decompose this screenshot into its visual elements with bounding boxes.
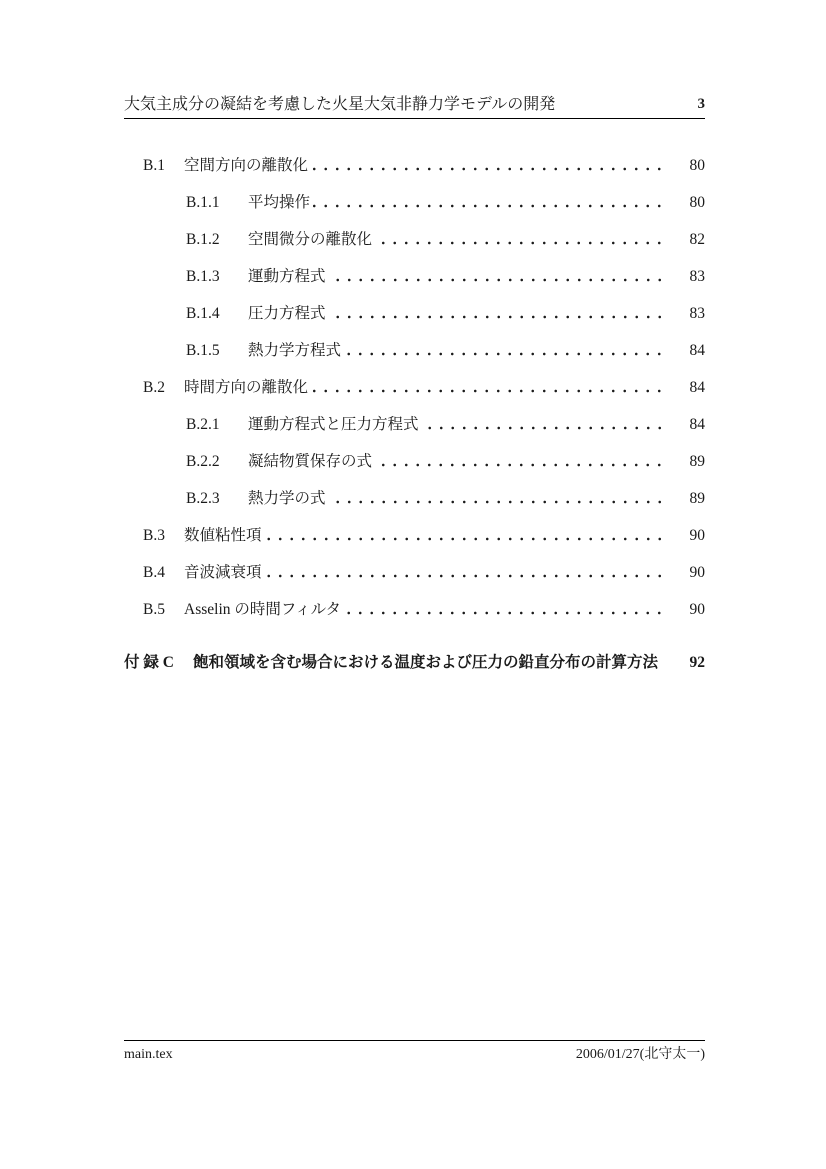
toc-entry-page: 80 [689, 194, 705, 211]
toc-entry [124, 342, 705, 379]
toc-entry-number: B.2.1 [186, 416, 220, 433]
toc-entry-page: 84 [689, 342, 705, 359]
dot-leader [422, 416, 668, 433]
toc-entry-title: 熱力学方程式 [248, 342, 342, 359]
dot-leader [311, 379, 668, 396]
dot-leader [265, 564, 668, 581]
toc-entry-number: B.2.3 [186, 490, 220, 507]
toc-entry-page: 90 [689, 527, 705, 544]
toc-entry-number: B.1.1 [186, 194, 220, 211]
toc-entry [124, 379, 705, 416]
toc-entry-number: B.1.5 [186, 342, 220, 359]
toc-entry [124, 416, 705, 453]
toc-entry-page: 89 [689, 490, 705, 507]
toc-entry [124, 490, 705, 527]
toc-entry-title: 圧力方程式 [248, 305, 326, 322]
table-of-contents [124, 157, 705, 638]
dot-leader [313, 194, 668, 211]
toc-entry-page: 82 [689, 231, 705, 248]
toc-entry-page: 80 [689, 157, 705, 174]
toc-entry-page: 89 [689, 453, 705, 470]
toc-entry-title: 数値粘性項 [184, 527, 262, 544]
toc-entry-page: 83 [689, 268, 705, 285]
toc-entry-number: B.2.2 [186, 453, 220, 470]
toc-entry-number: B.1.4 [186, 305, 220, 322]
toc-entry-title: 熱力学の式 [248, 490, 326, 507]
toc-entry-number: B.3 [143, 527, 165, 544]
dot-leader [329, 268, 668, 285]
toc-entry-number: B.2 [143, 379, 165, 396]
toc-entry [124, 194, 705, 231]
toc-entry [124, 564, 705, 601]
toc-entry-number: B.1 [143, 157, 165, 174]
toc-entry [124, 157, 705, 194]
toc-entry-title: Asselin の時間フィルタ [184, 601, 342, 618]
toc-entry-title: 運動方程式 [248, 268, 326, 285]
toc-entry-page: 90 [689, 564, 705, 581]
toc-entry-title: 時間方向の離散化 [184, 379, 309, 396]
dot-leader [329, 305, 668, 322]
toc-entry [124, 453, 705, 490]
toc-entry-title: 空間方向の離散化 [184, 157, 309, 174]
footer-date-author: 2006/01/27(北守太一) [575, 1047, 705, 1062]
dot-leader [344, 342, 668, 359]
toc-entry-page: 83 [689, 305, 705, 322]
dot-leader [265, 527, 668, 544]
appendix-page: 92 [689, 654, 705, 671]
toc-entry-page: 84 [689, 379, 705, 396]
toc-entry [124, 527, 705, 564]
toc-entry [124, 231, 705, 268]
toc-entry-page: 84 [689, 416, 705, 433]
dot-leader [344, 601, 668, 618]
appendix-title: 飽和領域を含む場合における温度および圧力の鉛直分布の計算方法 [193, 654, 659, 671]
toc-appendix-entry [124, 654, 705, 672]
toc-entry-number: B.5 [143, 601, 165, 618]
toc-entry [124, 268, 705, 305]
dot-leader [311, 157, 668, 174]
page-number: 3 [697, 96, 705, 112]
toc-entry-title: 平均操作 [248, 194, 311, 211]
toc-entry [124, 601, 705, 638]
page-footer [124, 1040, 705, 1063]
dot-leader [375, 453, 668, 470]
toc-entry-title: 凝結物質保存の式 [248, 453, 373, 470]
footer-filename: main.tex [124, 1047, 173, 1062]
running-head-title: 大気主成分の凝結を考慮した火星大気非静力学モデルの開発 [124, 96, 556, 113]
page-header [124, 95, 705, 119]
appendix-number: 付 録 C [124, 654, 174, 671]
toc-entry-number: B.1.2 [186, 231, 220, 248]
toc-entry-page: 90 [689, 601, 705, 618]
dot-leader [375, 231, 668, 248]
toc-entry-title: 空間微分の離散化 [248, 231, 373, 248]
toc-entry-number: B.4 [143, 564, 165, 581]
toc-entry-title: 音波減衰項 [184, 564, 262, 581]
toc-entry-title: 運動方程式と圧力方程式 [248, 416, 419, 433]
toc-entry-number: B.1.3 [186, 268, 220, 285]
dot-leader [329, 490, 668, 507]
toc-entry [124, 305, 705, 342]
